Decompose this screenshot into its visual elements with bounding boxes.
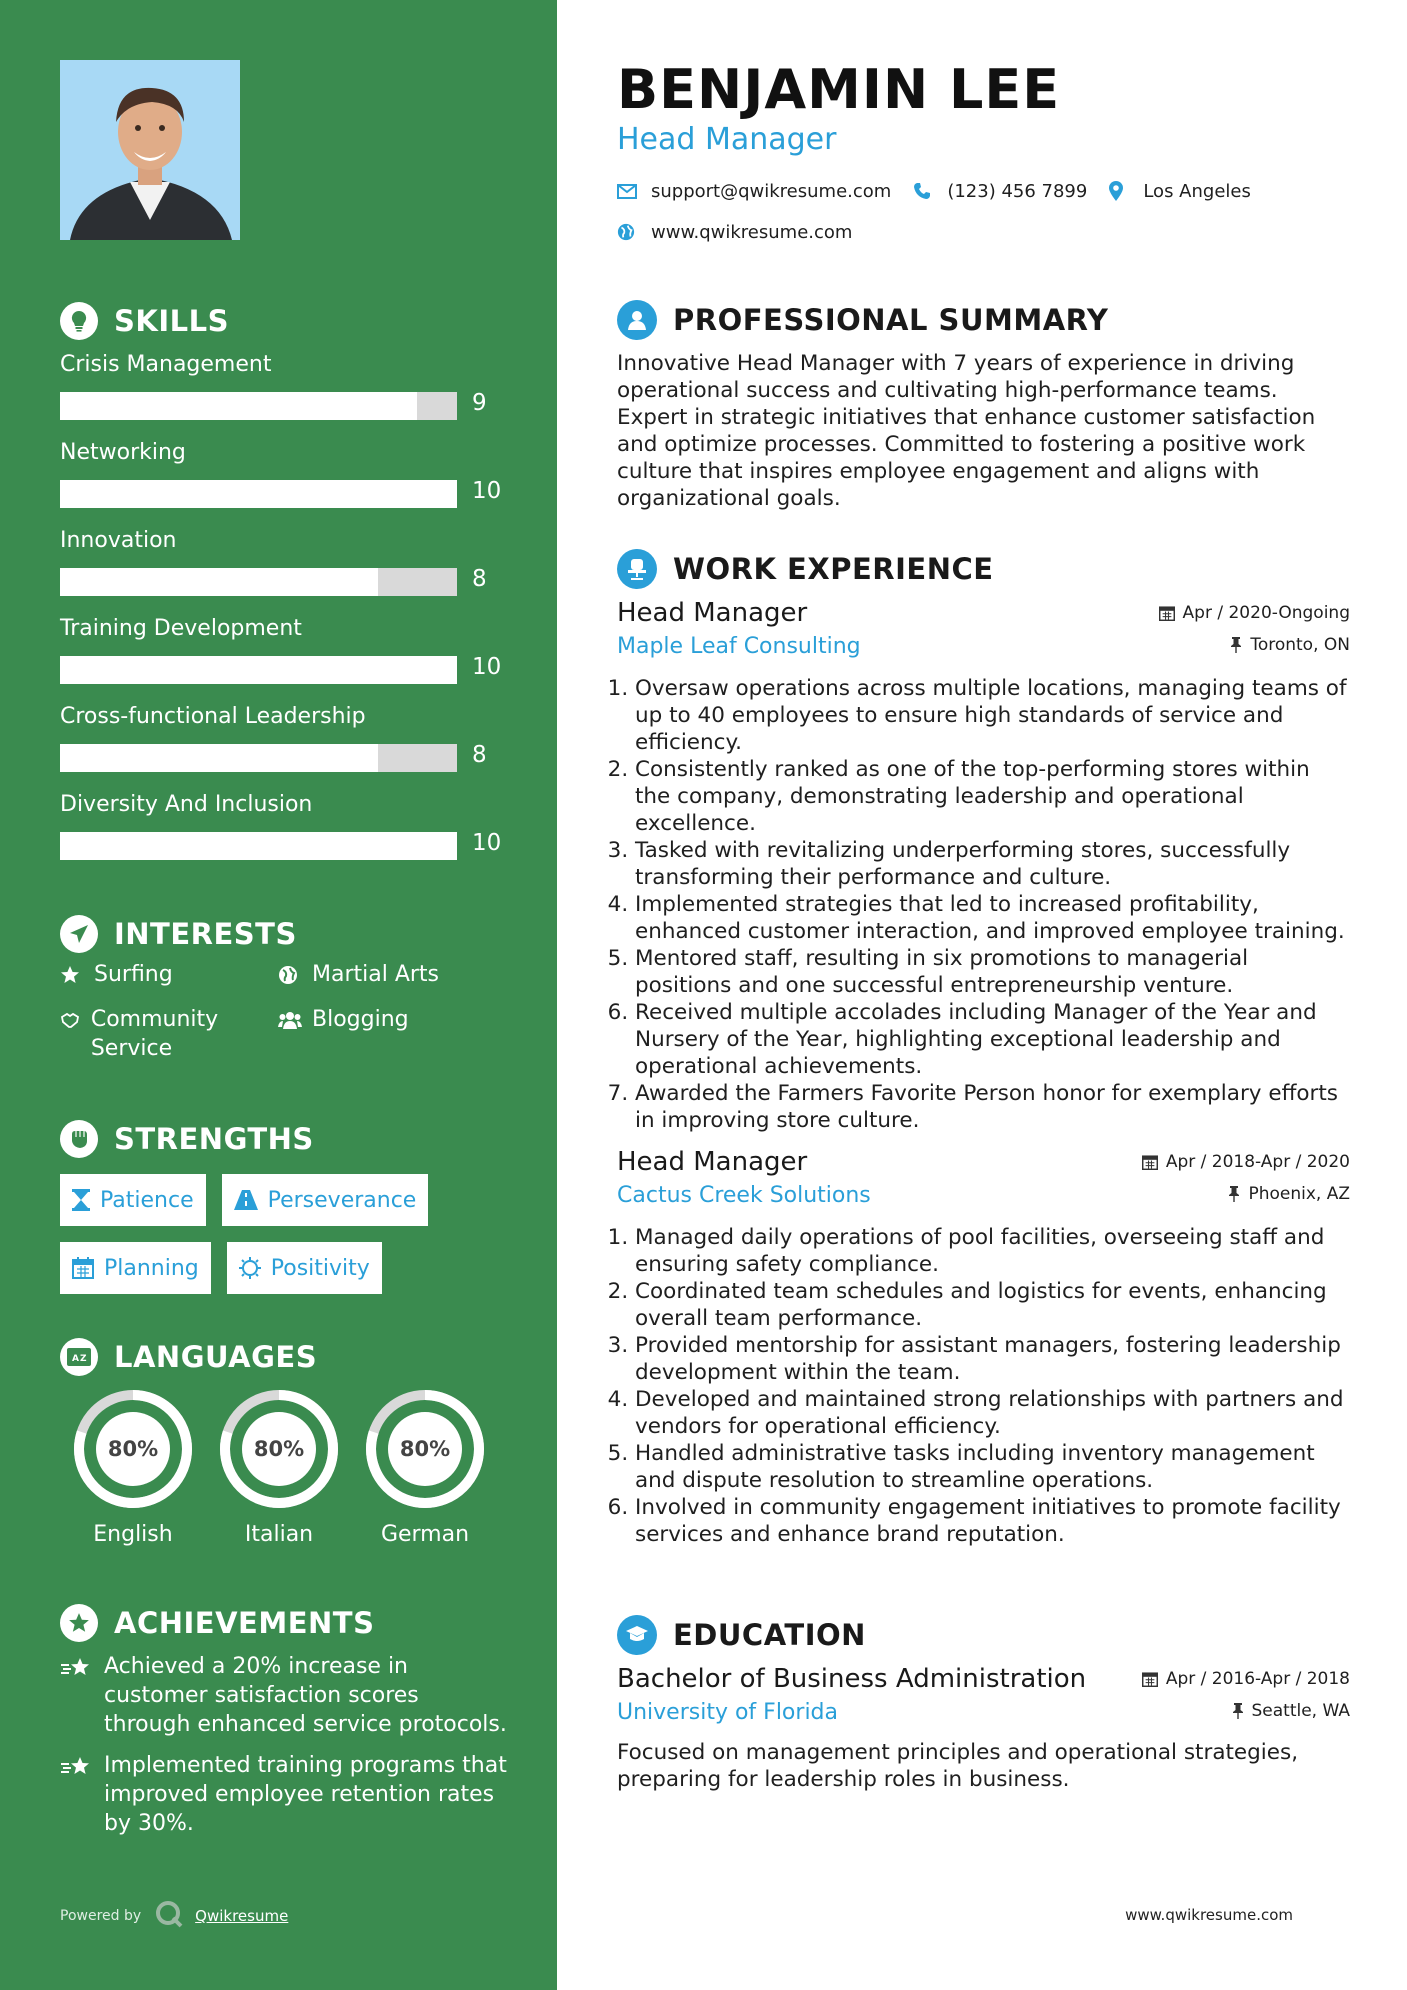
- language-ring: [364, 1388, 486, 1510]
- skill-bar-fill: [60, 832, 457, 860]
- job-bullet: 1. Oversaw operations across multiple locations, managing teams of up to 40 employees to ensure high standards of service and efficiency.: [635, 675, 1350, 756]
- job-bullet: 5. Mentored staff, resulting in six promotions to managerial positions and one successful entrepreneurship venture.: [635, 945, 1350, 999]
- main-content: [617, 0, 1350, 1990]
- footer-url[interactable]: www.qwikresume.com: [1125, 1906, 1293, 1924]
- skill-value: 10: [472, 830, 502, 856]
- profile-photo: [60, 60, 240, 240]
- language-percent: 80%: [107, 1437, 159, 1461]
- skill-value: 9: [472, 390, 487, 416]
- user-icon: [617, 300, 657, 340]
- skill-name: Networking: [60, 440, 186, 465]
- school: University of Florida: [617, 1700, 838, 1725]
- skill-value: 8: [472, 742, 487, 768]
- job-bullet: 3. Provided mentorship for assistant managers, fostering leadership development within the team.: [635, 1332, 1350, 1386]
- job-bullet: 5. Handled administrative tasks including inventory management and dispute resolution to streamline operations.: [635, 1440, 1350, 1494]
- language-name: German: [380, 1522, 470, 1547]
- road-icon: [234, 1190, 258, 1210]
- skill-name: Diversity And Inclusion: [60, 792, 313, 817]
- calendar-icon: [1142, 1154, 1158, 1170]
- education-dates: Apr / 2016-Apr / 2018: [1142, 1669, 1350, 1689]
- contact-email[interactable]: support@qwikresume.com: [617, 181, 891, 202]
- job-entry: [617, 598, 1350, 1134]
- job-dates: Apr / 2018-Apr / 2020: [1142, 1152, 1350, 1172]
- job-bullets: [617, 675, 1350, 1134]
- summary-text: Innovative Head Manager with 7 years of experience in driving operational success and cultivating high-performance teams. Expert in strategic initiatives that enhance customer satisfaction and optimize processes. Committed to fostering a positive work culture that inspires employee engagement and aligns with organizational goals.: [617, 351, 1316, 511]
- languages-list: [60, 1388, 498, 1547]
- job-bullet: 2. Coordinated team schedules and logistics for events, enhancing overall team performance.: [635, 1278, 1350, 1332]
- pushpin-icon: [1230, 637, 1242, 653]
- skill-item: [60, 790, 500, 878]
- candidate-title: Head Manager: [617, 122, 837, 157]
- star-icon: [60, 960, 84, 989]
- languages-heading: A Z LANGUAGES: [60, 1338, 317, 1376]
- language-percent: 80%: [253, 1437, 305, 1461]
- interests-heading: INTERESTS: [60, 915, 297, 953]
- job-location: Phoenix, AZ: [1228, 1184, 1350, 1204]
- qwikresume-link[interactable]: Qwikresume: [195, 1907, 289, 1925]
- svg-text:Z: Z: [80, 1354, 87, 1364]
- education-entry: [617, 1664, 1350, 1793]
- globe-icon: [617, 223, 639, 241]
- skill-item: [60, 350, 500, 438]
- achievements-heading: ACHIEVEMENTS: [60, 1604, 374, 1642]
- contact-website[interactable]: www.qwikresume.com: [617, 222, 852, 243]
- contact-location: Los Angeles: [1109, 181, 1251, 202]
- job-bullets: [617, 1224, 1350, 1548]
- pushpin-icon: [1232, 1703, 1244, 1719]
- language-ring: [72, 1388, 194, 1510]
- skill-item: [60, 614, 500, 702]
- job-bullet: 4. Developed and maintained strong relationships with partners and vendors for operational efficiency.: [635, 1386, 1350, 1440]
- interest-item: Community Service: [60, 1005, 278, 1063]
- strengths-list: [60, 1174, 520, 1294]
- globe-icon: [278, 960, 302, 989]
- skill-bar-fill: [60, 744, 378, 772]
- job-bullet: 6. Involved in community engagement initiatives to promote facility services and enhance brand reputation.: [635, 1494, 1350, 1548]
- interest-item: Martial Arts: [278, 960, 508, 989]
- achievement-item: Implemented training programs that improved employee retention rates by 30%.: [60, 1751, 510, 1838]
- handshake-icon: [60, 1005, 81, 1034]
- skill-bar-fill: [60, 480, 457, 508]
- pushpin-icon: [1228, 1186, 1240, 1202]
- briefcase-chair-icon: [617, 549, 657, 589]
- degree: Bachelor of Business Administration: [617, 1664, 1087, 1694]
- job-entry: [617, 1147, 1350, 1548]
- skill-bar: [60, 568, 457, 596]
- skill-bar-fill: [60, 568, 378, 596]
- job-title: Head Manager: [617, 1147, 808, 1177]
- education-description: Focused on management principles and operational strategies, preparing for leadership roles in business.: [617, 1740, 1299, 1792]
- trophy-star-icon: [60, 1604, 98, 1642]
- strength-tag: Positivity: [227, 1242, 382, 1294]
- skill-item: [60, 702, 500, 790]
- language-icon: [60, 1338, 98, 1376]
- education-heading: EDUCATION: [617, 1615, 866, 1655]
- skill-value: 8: [472, 566, 487, 592]
- skill-bar: [60, 744, 457, 772]
- job-bullet: 3. Tasked with revitalizing underperforming stores, successfully transforming their performance and culture.: [635, 837, 1350, 891]
- experience-heading: WORK EXPERIENCE: [617, 549, 994, 589]
- language-name: Italian: [244, 1522, 314, 1547]
- skill-bar: [60, 656, 457, 684]
- interest-item: Blogging: [278, 1005, 508, 1063]
- skill-bar: [60, 392, 457, 420]
- skill-bar-fill: [60, 392, 417, 420]
- phone-icon: [913, 182, 935, 200]
- strengths-heading: STRENGTHS: [60, 1120, 314, 1158]
- job-bullet: 1. Managed daily operations of pool facilities, overseeing staff and ensuring safety compliance.: [635, 1224, 1350, 1278]
- language-item: [60, 1388, 206, 1547]
- qwikresume-logo-icon: [155, 1900, 183, 1932]
- contact-info: [617, 176, 1350, 258]
- job-bullet: 6. Received multiple accolades including Manager of the Year and Nursery of the Year, highlighting exceptional leadership and operational achievements.: [635, 999, 1350, 1080]
- language-item: [352, 1388, 498, 1547]
- sun-icon: [239, 1257, 261, 1279]
- calendar-icon: [1142, 1671, 1158, 1687]
- strength-tag: Perseverance: [222, 1174, 429, 1226]
- users-icon: [278, 1005, 302, 1034]
- graduation-cap-icon: [617, 1615, 657, 1655]
- fist-icon: [60, 1120, 98, 1158]
- skill-name: Cross-functional Leadership: [60, 704, 366, 729]
- interest-item: Surfing: [60, 960, 278, 989]
- job-company: Maple Leaf Consulting: [617, 634, 861, 659]
- job-dates: Apr / 2020-Ongoing: [1159, 603, 1350, 623]
- svg-text:A: A: [72, 1354, 79, 1364]
- job-bullet: 4. Implemented strategies that led to increased profitability, enhanced customer interaction, and improved employee training.: [635, 891, 1350, 945]
- job-bullet: 2. Consistently ranked as one of the top-performing stores within the company, demonstrating leadership and operational excellence.: [635, 756, 1350, 837]
- hourglass-icon: [72, 1189, 90, 1211]
- map-pin-icon: [1109, 181, 1131, 201]
- shooting-star-icon: [60, 1751, 94, 1787]
- skill-name: Training Development: [60, 616, 302, 641]
- envelope-icon: [617, 184, 639, 199]
- skills-list: [60, 350, 500, 878]
- strength-tag: Planning: [60, 1242, 211, 1294]
- powered-by: Powered by Qwikresume: [60, 1900, 288, 1932]
- achievements-list: [60, 1652, 510, 1850]
- skill-name: Innovation: [60, 528, 177, 553]
- language-name: English: [93, 1522, 173, 1547]
- skill-bar: [60, 832, 457, 860]
- summary-heading: PROFESSIONAL SUMMARY: [617, 300, 1108, 340]
- calendar-icon: [1159, 605, 1175, 621]
- skills-heading: SKILLS: [60, 302, 229, 340]
- achievement-item: Achieved a 20% increase in customer satisfaction scores through enhanced service protocols.: [60, 1652, 510, 1739]
- strength-tag: Patience: [60, 1174, 206, 1226]
- language-item: [206, 1388, 352, 1547]
- calendar-icon: [72, 1257, 94, 1279]
- sidebar: [0, 0, 557, 1990]
- skill-value: 10: [472, 654, 502, 680]
- skill-bar-fill: [60, 656, 457, 684]
- lightbulb-icon: [60, 302, 98, 340]
- skill-value: 10: [472, 478, 502, 504]
- job-location: Toronto, ON: [1230, 635, 1350, 655]
- language-ring: [218, 1388, 340, 1510]
- language-percent: 80%: [399, 1437, 451, 1461]
- skill-bar: [60, 480, 457, 508]
- shooting-star-icon: [60, 1652, 94, 1688]
- interests-list: [60, 960, 520, 1063]
- contact-phone[interactable]: (123) 456 7899: [913, 181, 1087, 202]
- job-bullet: 7. Awarded the Farmers Favorite Person honor for exemplary efforts in improving store culture.: [635, 1080, 1350, 1134]
- skill-item: [60, 526, 500, 614]
- job-company: Cactus Creek Solutions: [617, 1183, 871, 1208]
- job-title: Head Manager: [617, 598, 808, 628]
- education-location: Seattle, WA: [1232, 1701, 1351, 1721]
- paper-plane-icon: [60, 915, 98, 953]
- candidate-name: BENJAMIN LEE: [617, 58, 1061, 121]
- skill-item: [60, 438, 500, 526]
- skill-name: Crisis Management: [60, 352, 272, 377]
